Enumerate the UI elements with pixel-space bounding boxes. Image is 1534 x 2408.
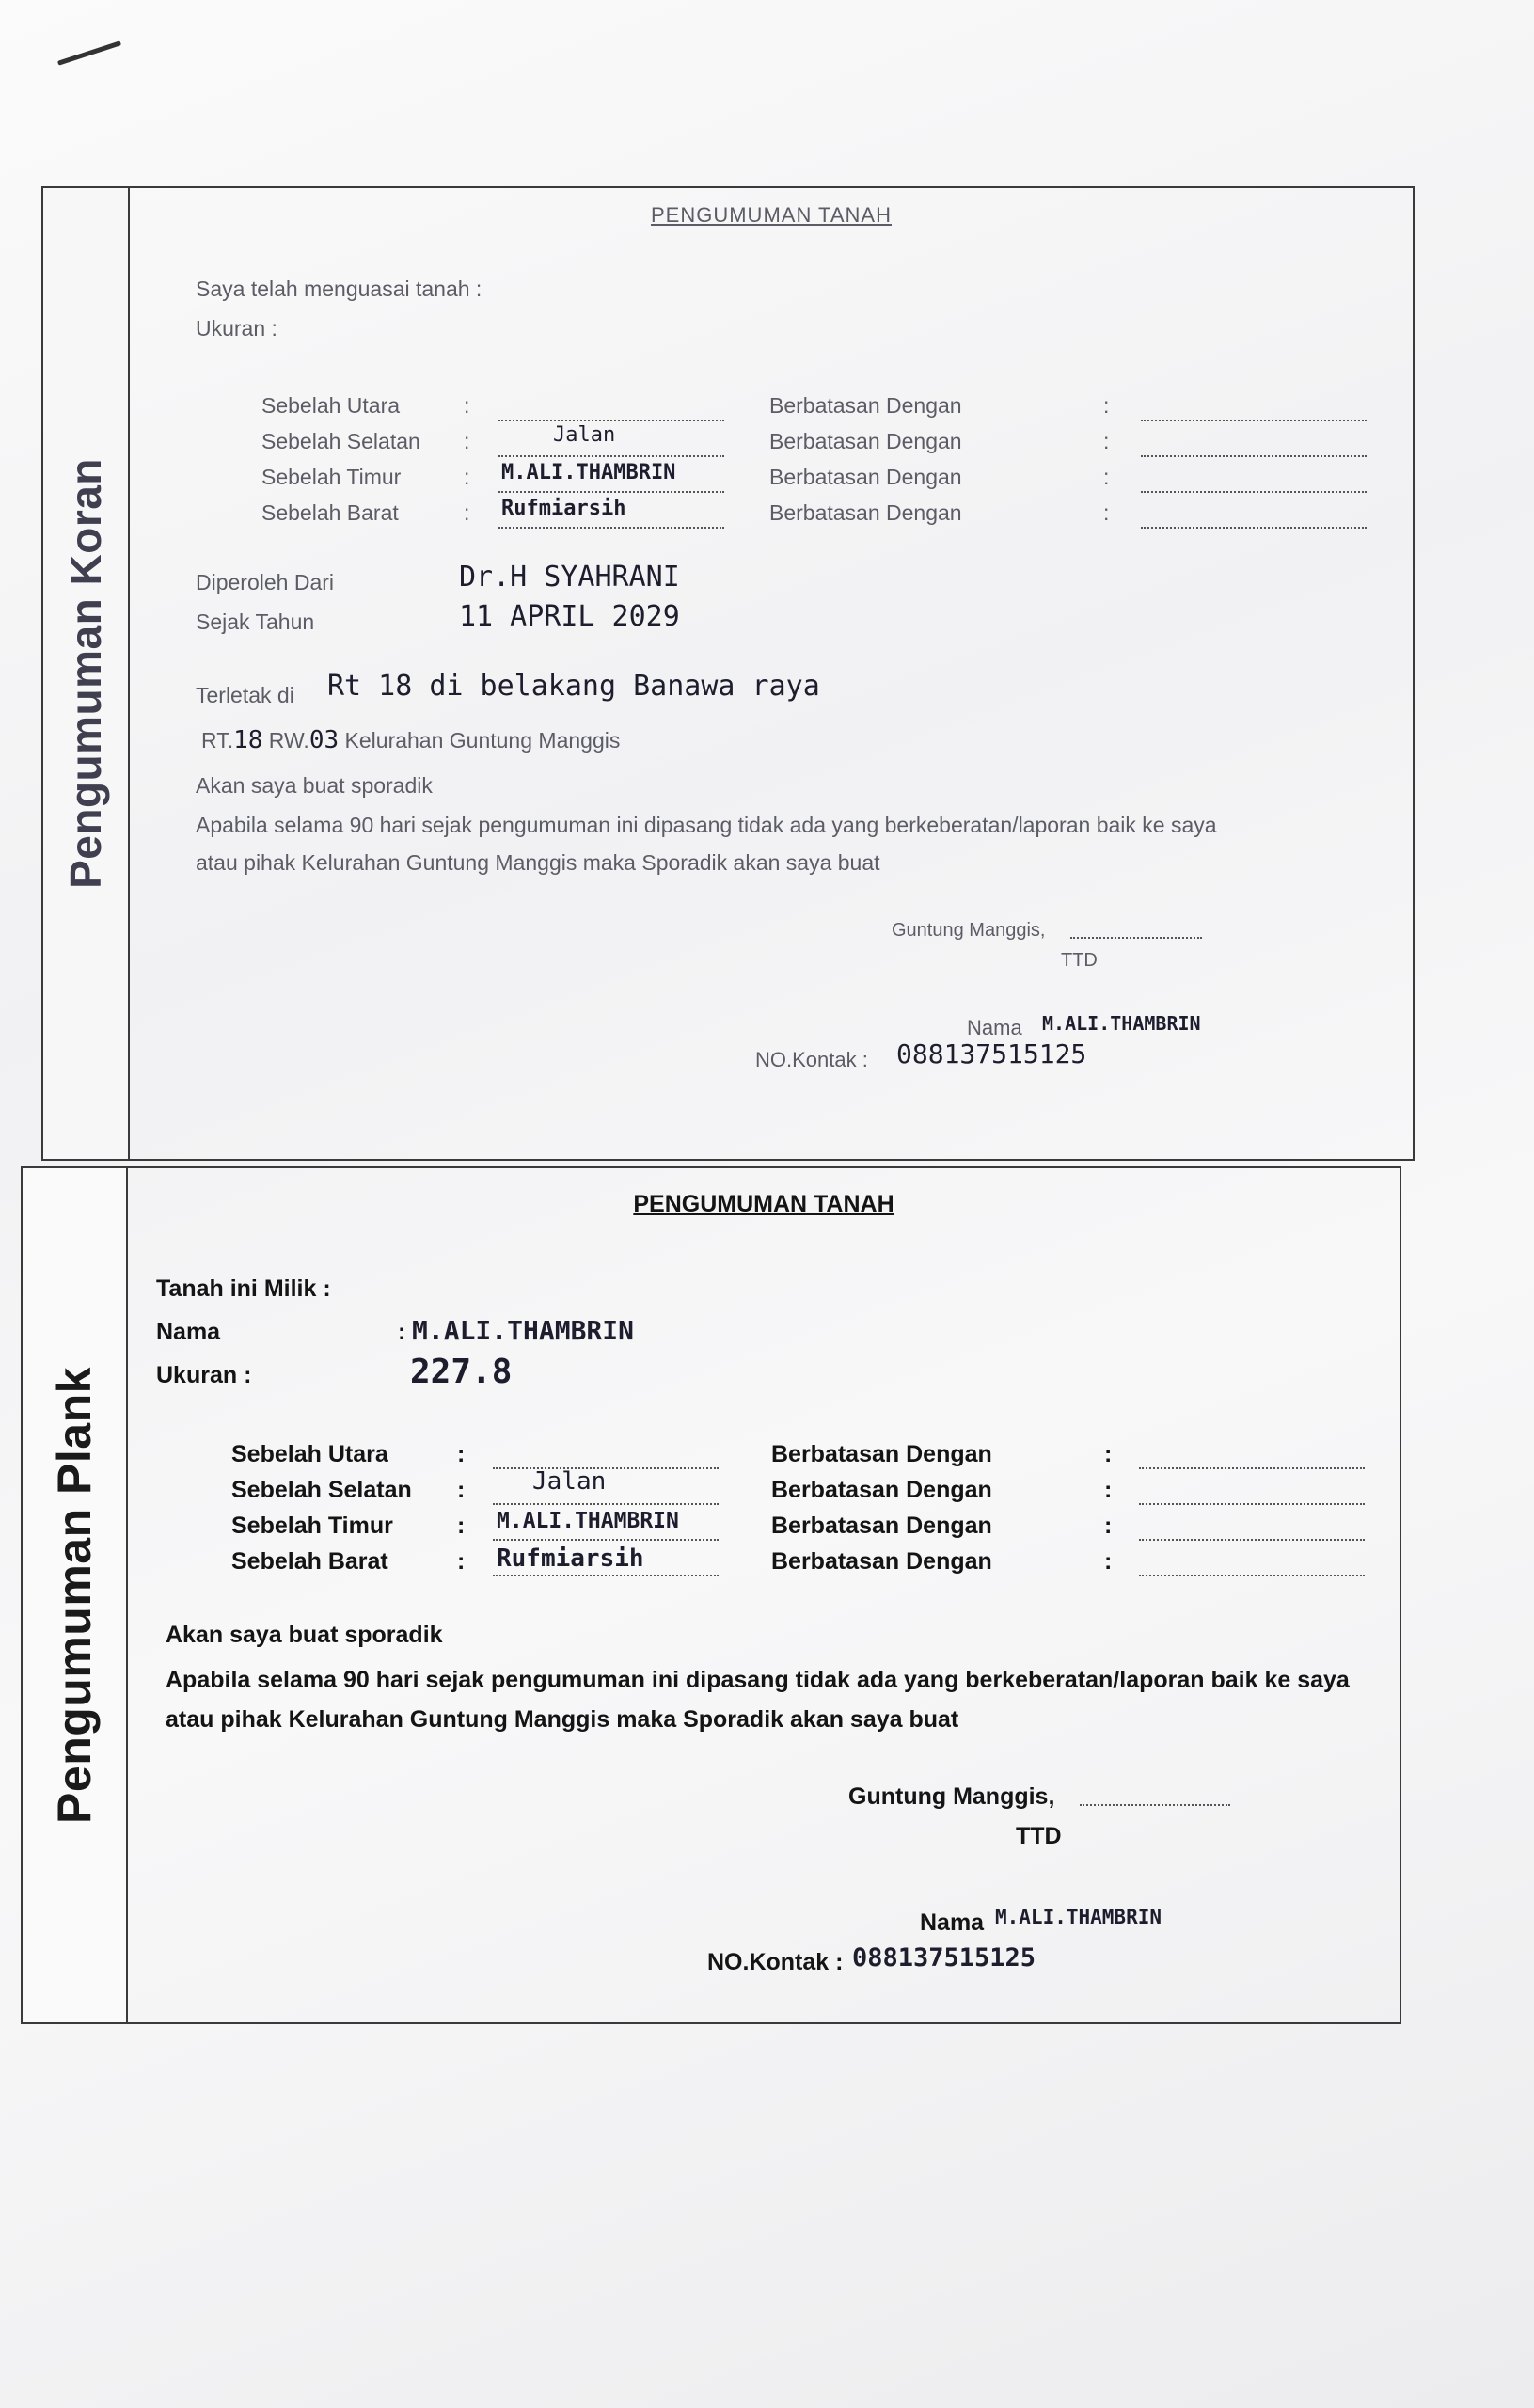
plank-content xyxy=(128,1168,1400,2022)
pengumuman-koran-form xyxy=(41,186,1415,1161)
koran-row-dotted-line-2 xyxy=(1141,491,1367,493)
koran-kontak-value: 088137515125 xyxy=(896,1038,1087,1069)
pen-mark xyxy=(57,40,121,65)
plank-kontak-value: 088137515125 xyxy=(852,1943,1036,1972)
plank-akan: Akan saya buat sporadik xyxy=(166,1622,443,1648)
plank-row-dotted-line-2 xyxy=(1139,1539,1365,1541)
plank-row-berbatasan: Berbatasan Dengan xyxy=(771,1477,992,1503)
plank-row-value: Rufmiarsih xyxy=(497,1545,644,1573)
koran-terletak-label: Terletak di xyxy=(196,683,294,707)
koran-row-label: Sebelah Selatan xyxy=(261,429,420,453)
koran-row-dotted-line-2 xyxy=(1141,420,1367,421)
plank-row-dotted-line-2 xyxy=(1139,1503,1365,1505)
plank-row-colon: : xyxy=(457,1477,466,1503)
plank-nama-label: Nama xyxy=(156,1319,221,1345)
plank-row-colon: : xyxy=(457,1441,466,1467)
koran-content xyxy=(130,188,1413,1159)
plank-row-berbatasan: Berbatasan Dengan xyxy=(771,1548,992,1575)
koran-nama-value: M.ALI.THAMBRIN xyxy=(1042,1012,1201,1035)
koran-para2: atau pihak Kelurahan Guntung Manggis maka Sporadik akan saya buat xyxy=(196,850,880,875)
koran-sejak-value: 11 APRIL 2029 xyxy=(459,600,680,633)
plank-row-berbatasan: Berbatasan Dengan xyxy=(771,1513,992,1539)
plank-row-label: Sebelah Timur xyxy=(231,1513,393,1539)
plank-row-berbatasan: Berbatasan Dengan xyxy=(771,1441,992,1467)
koran-row-value: M.ALI.THAMBRIN xyxy=(501,461,676,484)
koran-diperoleh-label: Diperoleh Dari xyxy=(196,570,335,594)
rt-value: 18 xyxy=(233,726,263,754)
plank-para2: atau pihak Kelurahan Guntung Manggis maka Sporadik akan saya buat xyxy=(166,1706,959,1733)
plank-date-dotted-line xyxy=(1080,1804,1230,1806)
pengumuman-plank-form xyxy=(21,1166,1401,2024)
koran-akan: Akan saya buat sporadik xyxy=(196,773,433,798)
plank-para1: Apabila selama 90 hari sejak pengumuman ini dipasang tidak ada yang berkeberatan/laporan baik ke saya xyxy=(166,1667,1350,1693)
koran-row-value: Jalan xyxy=(553,423,616,447)
koran-date-dotted-line xyxy=(1070,937,1202,939)
koran-row-dotted-line xyxy=(498,527,724,529)
koran-sejak-label: Sejak Tahun xyxy=(196,610,315,634)
plank-row-value: Jalan xyxy=(532,1467,607,1496)
plank-row-colon2: : xyxy=(1104,1513,1113,1539)
koran-row-berbatasan: Berbatasan Dengan xyxy=(769,465,962,489)
koran-row-colon: : xyxy=(464,393,470,418)
plank-ukuran-value: 227.8 xyxy=(410,1353,513,1391)
plank-side-panel xyxy=(23,1168,128,2022)
koran-row-dotted-line-2 xyxy=(1141,455,1367,457)
koran-row-colon2: : xyxy=(1103,393,1110,418)
koran-row-label: Sebelah Barat xyxy=(261,500,399,525)
rw-value: 03 xyxy=(308,726,340,754)
plank-place: Guntung Manggis, xyxy=(848,1783,1055,1810)
koran-terletak-value: Rt 18 di belakang Banawa raya xyxy=(327,670,820,703)
plank-row-colon2: : xyxy=(1104,1441,1113,1467)
koran-row-value: Rufmiarsih xyxy=(501,497,626,520)
plank-row-value: M.ALI.THAMBRIN xyxy=(497,1509,679,1533)
koran-row-colon2: : xyxy=(1103,429,1110,453)
plank-nama-colon: : xyxy=(398,1319,406,1345)
plank-row-dotted-line-2 xyxy=(1139,1575,1365,1576)
koran-diperoleh-value: Dr.H SYAHRANI xyxy=(459,561,680,594)
plank-title: PENGUMUMAN TANAH xyxy=(633,1191,894,1217)
plank-nama-value: M.ALI.THAMBRIN xyxy=(412,1315,635,1346)
plank-kontak-label: NO.Kontak : xyxy=(707,1949,844,1975)
koran-row-berbatasan: Berbatasan Dengan xyxy=(769,393,962,418)
plank-row-label: Sebelah Barat xyxy=(231,1548,388,1575)
koran-row-berbatasan: Berbatasan Dengan xyxy=(769,500,962,525)
plank-row-dotted-line xyxy=(493,1503,719,1505)
plank-milik-label: Tanah ini Milik : xyxy=(156,1275,331,1302)
plank-sign-nama-value: M.ALI.THAMBRIN xyxy=(995,1906,1162,1928)
koran-title: PENGUMUMAN TANAH xyxy=(651,203,892,227)
koran-row-colon2: : xyxy=(1103,465,1110,489)
plank-row-dotted-line-2 xyxy=(1139,1467,1365,1469)
koran-row-dotted-line xyxy=(498,491,724,493)
rw-prefix: RW. xyxy=(268,728,309,752)
koran-row-dotted-line-2 xyxy=(1141,527,1367,529)
plank-ttd: TTD xyxy=(1016,1823,1062,1849)
koran-rt-rw-line xyxy=(201,726,620,754)
plank-row-label: Sebelah Selatan xyxy=(231,1477,412,1503)
koran-side-label: Pengumuman Koran xyxy=(61,458,110,889)
plank-ukuran-label: Ukuran : xyxy=(156,1362,252,1388)
koran-row-colon2: : xyxy=(1103,500,1110,525)
koran-intro: Saya telah menguasai tanah : xyxy=(196,277,482,301)
koran-ukuran-label: Ukuran : xyxy=(196,316,277,341)
koran-row-dotted-line xyxy=(498,455,724,457)
plank-side-label: Pengumuman Plank xyxy=(48,1367,101,1824)
plank-row-colon2: : xyxy=(1104,1548,1113,1575)
koran-para1: Apabila selama 90 hari sejak pengumuman ini dipasang tidak ada yang berkeberatan/laporan baik ke saya xyxy=(196,813,1217,837)
koran-row-colon: : xyxy=(464,429,470,453)
plank-row-colon: : xyxy=(457,1548,466,1575)
kelurahan: Kelurahan Guntung Manggis xyxy=(344,728,621,752)
koran-row-colon: : xyxy=(464,465,470,489)
plank-row-label: Sebelah Utara xyxy=(231,1441,388,1467)
koran-place: Guntung Manggis, xyxy=(892,920,1046,941)
rt-prefix: RT. xyxy=(201,728,234,752)
koran-row-dotted-line xyxy=(498,420,724,421)
koran-row-label: Sebelah Utara xyxy=(261,393,401,418)
plank-row-dotted-line xyxy=(493,1575,719,1576)
plank-row-dotted-line xyxy=(493,1539,719,1541)
koran-ttd: TTD xyxy=(1061,950,1098,971)
koran-row-label: Sebelah Timur xyxy=(261,465,402,489)
plank-row-colon2: : xyxy=(1104,1477,1113,1503)
koran-side-panel xyxy=(43,188,130,1159)
koran-row-colon: : xyxy=(464,500,470,525)
plank-row-colon: : xyxy=(457,1513,466,1539)
koran-kontak-label: NO.Kontak : xyxy=(755,1048,868,1071)
koran-row-berbatasan: Berbatasan Dengan xyxy=(769,429,962,453)
plank-sign-nama-label: Nama xyxy=(920,1909,985,1936)
koran-nama-label: Nama xyxy=(967,1016,1022,1039)
